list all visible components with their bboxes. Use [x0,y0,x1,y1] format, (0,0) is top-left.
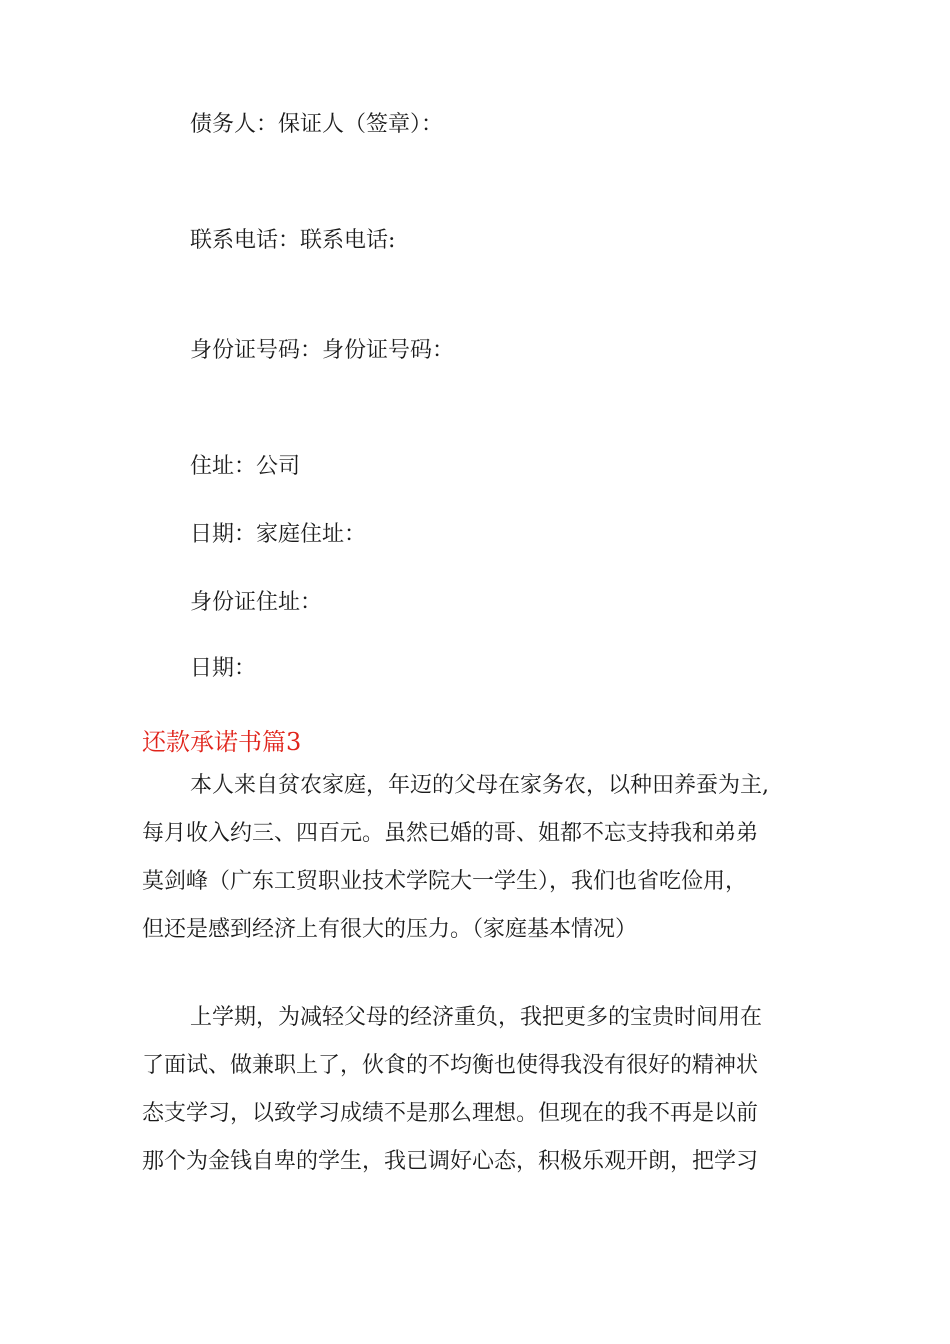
contact-phone-field: 联系电话：联系电话: [190,228,396,253]
paragraph-line: 了面试、做兼职上了，伙食的不均衡也使得我没有很好的精神状 [142,1053,759,1078]
paragraph-line: 本人来自贫农家庭，年迈的父母在家务农，以种田养蚕为主, [190,773,769,798]
paragraph-line: 但还是感到经济上有很大的压力。（家庭基本情况） [142,917,638,942]
paragraph-line: 上学期，为减轻父母的经济重负，我把更多的宝贵时间用在 [190,1005,763,1030]
paragraph-line: 莫剑峰（广东工贸职业技术学院大一学生），我们也省吃俭用， [142,869,748,894]
paragraph-family-situation [142,762,812,954]
date-home-address-field: 日期：家庭住址： [190,522,367,547]
address-company-field: 住址：公司 [190,454,301,479]
section-heading: 还款承诺书篇3 [142,728,302,756]
paragraph-line: 那个为金钱自卑的学生，我已调好心态，积极乐观开朗，把学习 [142,1149,759,1174]
id-number-field: 身份证号码：身份证号码： [190,338,455,363]
paragraph-line: 每月收入约三、四百元。虽然已婚的哥、姐都不忘支持我和弟弟 [142,821,759,846]
debtor-guarantor-signature-field: 债务人：保证人（签章）： [190,112,444,137]
paragraph-line: 态支学习，以致学习成绩不是那么理想。但现在的我不再是以前 [142,1101,759,1126]
paragraph-study-situation [142,994,812,1186]
id-address-field: 身份证住址： [190,590,323,615]
date-field: 日期： [190,656,257,681]
